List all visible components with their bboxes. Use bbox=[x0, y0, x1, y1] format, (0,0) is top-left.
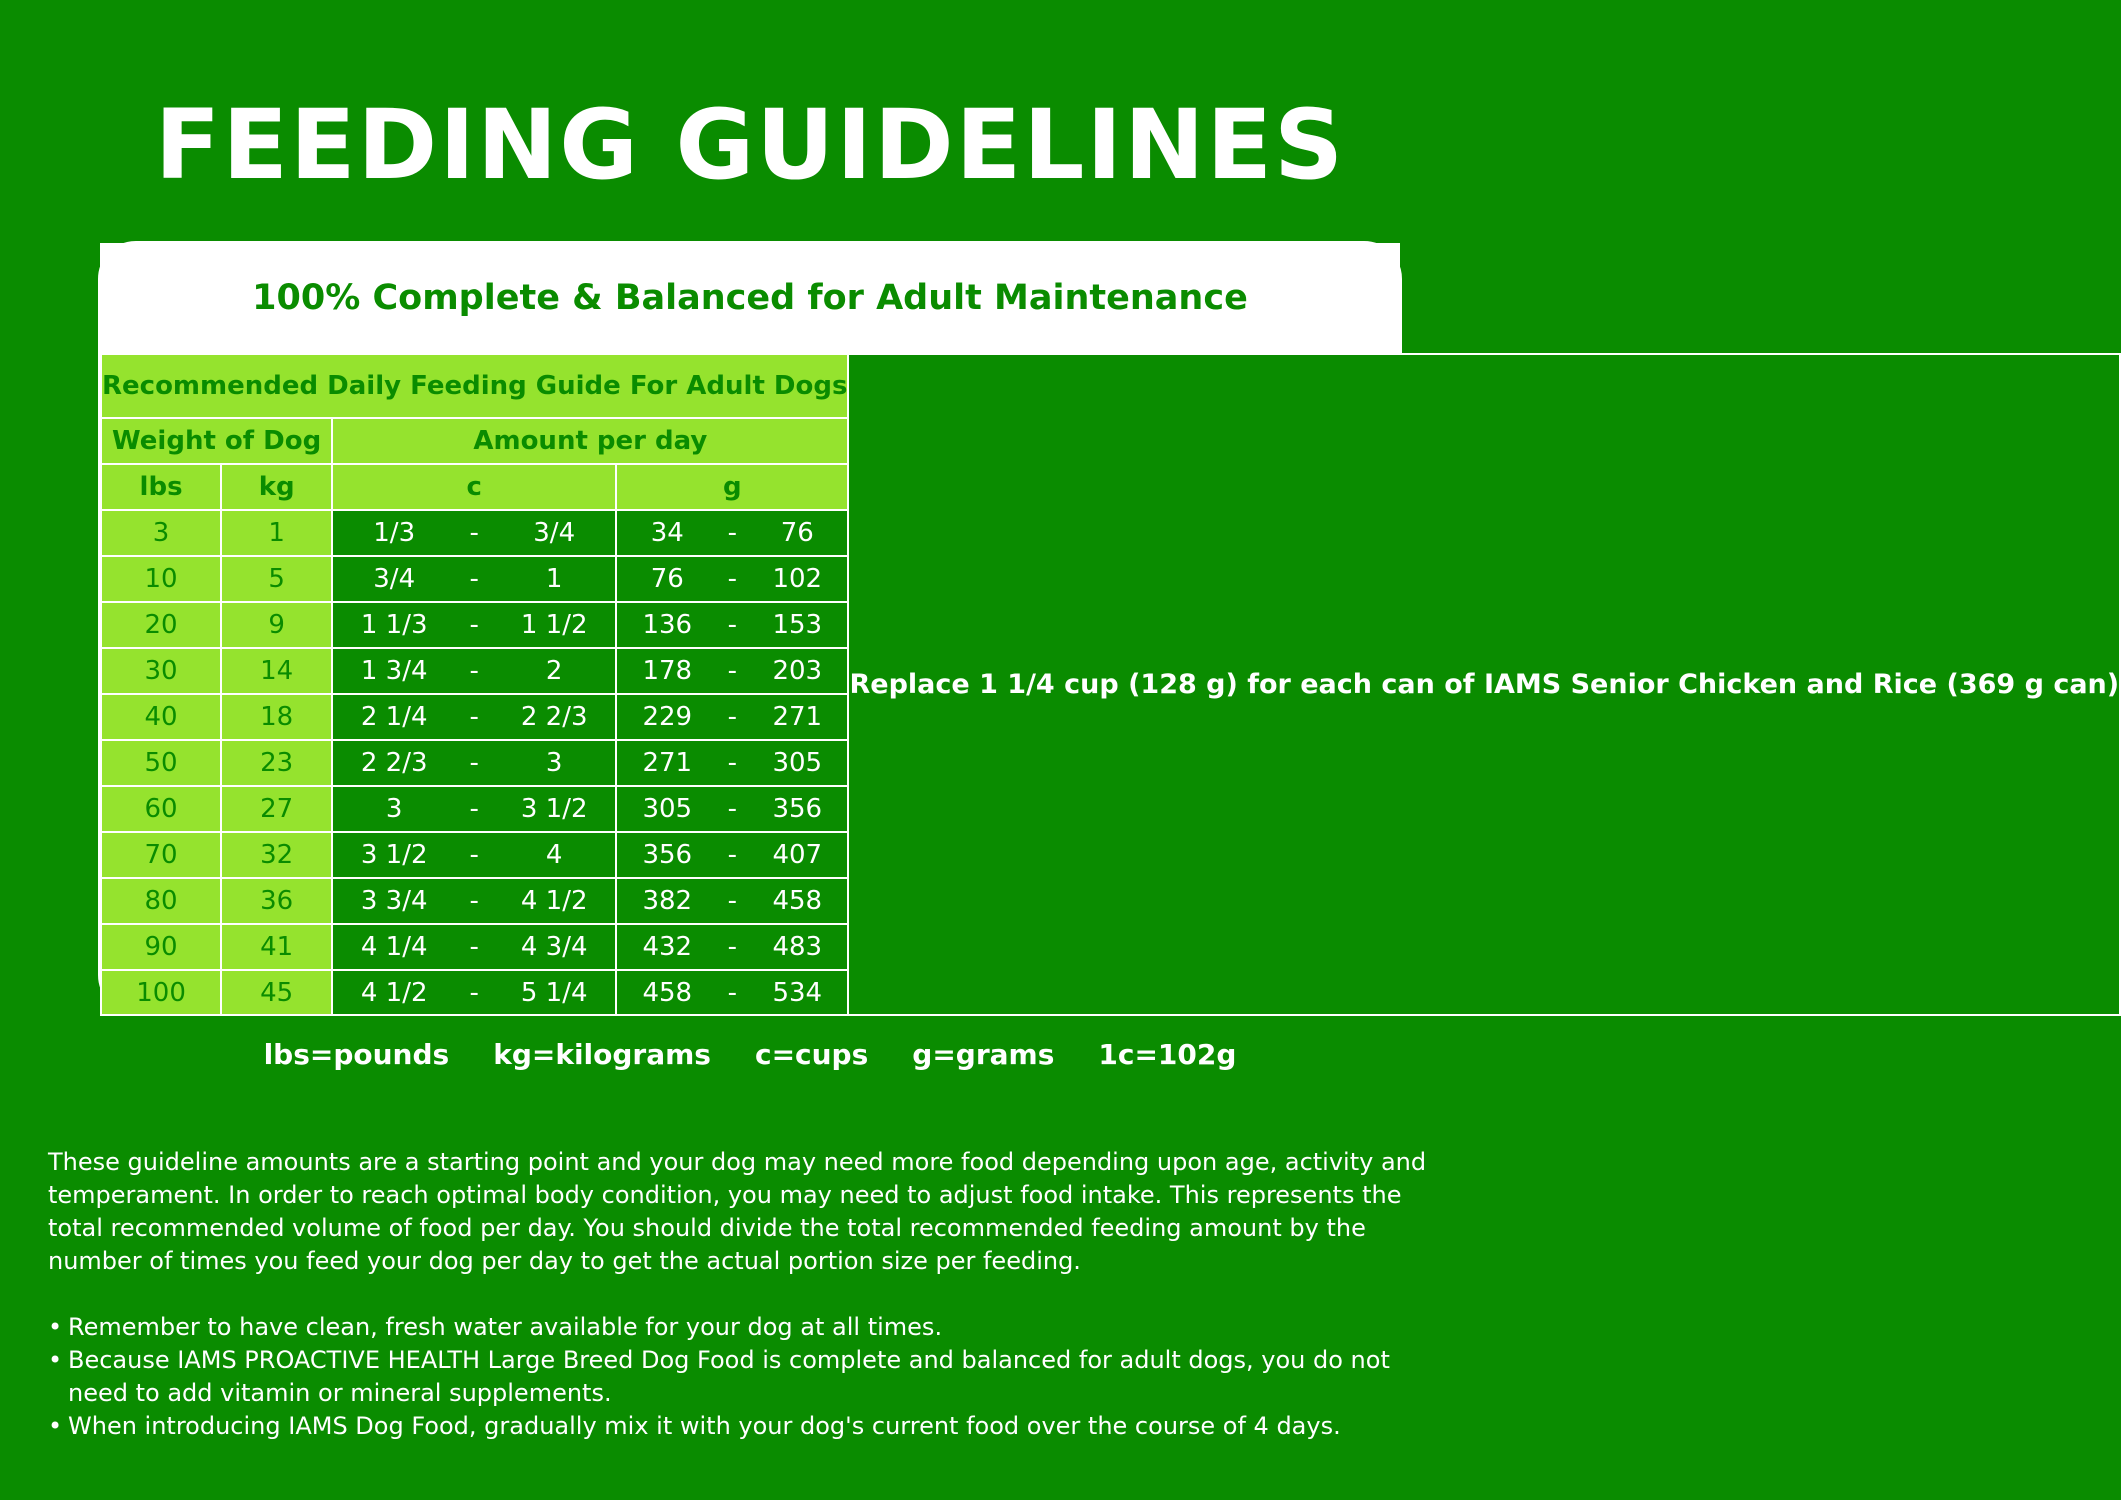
replace-note: Replace 1 1/4 cup (128 g) for each can of IAMS Senior Chicken and Rice (369 g can) bbox=[848, 354, 2120, 1015]
grams-high: 305 bbox=[772, 748, 823, 778]
lbs-cell: 90 bbox=[101, 924, 221, 970]
grams-low: 458 bbox=[642, 977, 693, 1008]
cups-high: 4 1/2 bbox=[520, 886, 588, 916]
kg-cell: 36 bbox=[221, 878, 332, 924]
grams-cell bbox=[616, 924, 848, 970]
cups-cell bbox=[332, 694, 616, 740]
cups-cell bbox=[332, 878, 616, 924]
range-dash: - bbox=[727, 564, 737, 594]
range-dash: - bbox=[727, 656, 737, 686]
grams-low: 229 bbox=[642, 702, 693, 732]
range-dash: - bbox=[469, 564, 479, 594]
cups-high: 4 bbox=[545, 840, 563, 870]
grams-high: 356 bbox=[772, 794, 823, 824]
lbs-cell: 40 bbox=[101, 694, 221, 740]
amount-group-header: Amount per day bbox=[332, 418, 848, 464]
cups-cell bbox=[332, 740, 616, 786]
grams-cell bbox=[616, 740, 848, 786]
abbreviation-item: c=cups bbox=[754, 1038, 869, 1071]
abbreviation-item: g=grams bbox=[912, 1038, 1055, 1071]
lbs-cell: 80 bbox=[101, 878, 221, 924]
feeding-notes bbox=[48, 1311, 1448, 1443]
feeding-card bbox=[98, 241, 2120, 1013]
lbs-cell: 50 bbox=[101, 740, 221, 786]
grams-cell bbox=[616, 832, 848, 878]
cups-high: 2 2/3 bbox=[520, 702, 588, 732]
grams-low: 34 bbox=[650, 518, 684, 548]
grams-high: 271 bbox=[772, 702, 823, 732]
kg-cell: 32 bbox=[221, 832, 332, 878]
cups-low: 3 1/2 bbox=[360, 840, 428, 870]
grams-high: 534 bbox=[772, 977, 823, 1008]
grams-cell bbox=[616, 602, 848, 648]
cups-low: 3/4 bbox=[373, 564, 416, 594]
lbs-cell: 60 bbox=[101, 786, 221, 832]
grams-low: 178 bbox=[642, 656, 693, 686]
card-header: 100% Complete & Balanced for Adult Maintenance bbox=[100, 243, 1400, 353]
range-dash: - bbox=[727, 932, 737, 962]
disclaimer-text: These guideline amounts are a starting point and your dog may need more food depending upon age, activity and temperament. In order to reach optimal body condition, you may need to adjust food intake. This represents the total recommended volume of food per day. You should divide the total recommended feeding amount by the number of times you feed your dog per day to get the actual portion size per feeding. bbox=[48, 1148, 1427, 1275]
cups-low: 1 3/4 bbox=[360, 656, 428, 686]
grams-high: 102 bbox=[772, 564, 823, 594]
kg-cell: 14 bbox=[221, 648, 332, 694]
grams-low: 382 bbox=[642, 886, 693, 916]
range-dash: - bbox=[469, 610, 479, 640]
abbreviation-item: 1c=102g bbox=[1098, 1038, 1237, 1071]
table-title: Recommended Daily Feeding Guide For Adult Dogs bbox=[101, 354, 848, 418]
abbreviation-item: kg=kilograms bbox=[493, 1038, 711, 1071]
cups-high: 2 bbox=[545, 656, 563, 686]
grams-high: 76 bbox=[780, 518, 814, 548]
feeding-table bbox=[100, 353, 2121, 1016]
grams-cell bbox=[616, 648, 848, 694]
cups-cell bbox=[332, 510, 616, 556]
lbs-cell: 30 bbox=[101, 648, 221, 694]
cups-low: 1 1/3 bbox=[360, 610, 428, 640]
range-dash: - bbox=[727, 702, 737, 732]
kg-cell: 23 bbox=[221, 740, 332, 786]
grams-low: 305 bbox=[642, 794, 693, 824]
range-dash: - bbox=[727, 610, 737, 640]
page-title: FEEDING GUIDELINES bbox=[154, 89, 1346, 201]
cups-cell bbox=[332, 832, 616, 878]
abbreviation-legend bbox=[0, 1038, 1500, 1071]
kg-cell: 1 bbox=[221, 510, 332, 556]
cups-cell bbox=[332, 924, 616, 970]
cups-low: 3 bbox=[385, 794, 403, 824]
range-dash: - bbox=[727, 518, 737, 548]
grams-cell bbox=[616, 970, 848, 1015]
range-dash: - bbox=[727, 886, 737, 916]
kg-cell: 27 bbox=[221, 786, 332, 832]
grams-cell bbox=[616, 556, 848, 602]
grams-low: 432 bbox=[642, 932, 693, 962]
kg-cell: 45 bbox=[221, 970, 332, 1015]
cups-low: 1/3 bbox=[373, 518, 416, 548]
kg-cell: 18 bbox=[221, 694, 332, 740]
abbreviation-item: lbs=pounds bbox=[263, 1038, 450, 1071]
kg-column-header: kg bbox=[221, 464, 332, 510]
range-dash: - bbox=[469, 748, 479, 778]
note-item: • Remember to have clean, fresh water available for your dog at all times. bbox=[48, 1311, 1448, 1344]
cups-high: 4 3/4 bbox=[520, 932, 588, 962]
lbs-cell: 100 bbox=[101, 970, 221, 1015]
range-dash: - bbox=[469, 932, 479, 962]
lbs-column-header: lbs bbox=[101, 464, 221, 510]
cups-high: 5 1/4 bbox=[520, 977, 588, 1008]
cups-low: 3 3/4 bbox=[360, 886, 428, 916]
note-item: • Because IAMS PROACTIVE HEALTH Large Breed Dog Food is complete and balanced for adult dogs, you do not need to add vitamin or mineral supplements. bbox=[48, 1344, 1448, 1410]
note-item: • When introducing IAMS Dog Food, gradually mix it with your dog's current food over the course of 4 days. bbox=[48, 1410, 1448, 1443]
cups-high: 1 bbox=[545, 564, 563, 594]
cups-high: 3 1/2 bbox=[520, 794, 588, 824]
grams-cell bbox=[616, 878, 848, 924]
cups-low: 4 1/4 bbox=[360, 932, 428, 962]
range-dash: - bbox=[469, 840, 479, 870]
lbs-cell: 20 bbox=[101, 602, 221, 648]
range-dash: - bbox=[469, 977, 479, 1008]
lbs-cell: 10 bbox=[101, 556, 221, 602]
cups-low: 2 1/4 bbox=[360, 702, 428, 732]
range-dash: - bbox=[469, 886, 479, 916]
cups-cell bbox=[332, 648, 616, 694]
range-dash: - bbox=[727, 977, 737, 1008]
grams-high: 458 bbox=[772, 886, 823, 916]
grams-high: 407 bbox=[772, 840, 823, 870]
range-dash: - bbox=[469, 702, 479, 732]
range-dash: - bbox=[469, 656, 479, 686]
range-dash: - bbox=[469, 518, 479, 548]
grams-low: 76 bbox=[650, 564, 684, 594]
grams-column-header: g bbox=[616, 464, 848, 510]
range-dash: - bbox=[727, 794, 737, 824]
grams-low: 356 bbox=[642, 840, 693, 870]
lbs-cell: 3 bbox=[101, 510, 221, 556]
grams-cell bbox=[616, 510, 848, 556]
grams-cell bbox=[616, 786, 848, 832]
grams-high: 203 bbox=[772, 656, 823, 686]
cups-cell bbox=[332, 786, 616, 832]
cups-high: 3 bbox=[545, 748, 563, 778]
kg-cell: 41 bbox=[221, 924, 332, 970]
grams-cell bbox=[616, 694, 848, 740]
cups-cell bbox=[332, 602, 616, 648]
lbs-cell: 70 bbox=[101, 832, 221, 878]
grams-high: 483 bbox=[772, 932, 823, 962]
range-dash: - bbox=[469, 794, 479, 824]
cups-low: 4 1/2 bbox=[360, 977, 428, 1008]
range-dash: - bbox=[727, 840, 737, 870]
cups-high: 3/4 bbox=[533, 518, 576, 548]
weight-group-header: Weight of Dog bbox=[101, 418, 332, 464]
cups-cell bbox=[332, 970, 616, 1015]
grams-high: 153 bbox=[772, 610, 823, 640]
grams-low: 136 bbox=[642, 610, 693, 640]
kg-cell: 9 bbox=[221, 602, 332, 648]
cups-low: 2 2/3 bbox=[360, 748, 428, 778]
cups-column-header: c bbox=[332, 464, 616, 510]
cups-cell bbox=[332, 556, 616, 602]
range-dash: - bbox=[727, 748, 737, 778]
kg-cell: 5 bbox=[221, 556, 332, 602]
cups-high: 1 1/2 bbox=[520, 610, 588, 640]
grams-low: 271 bbox=[642, 748, 693, 778]
